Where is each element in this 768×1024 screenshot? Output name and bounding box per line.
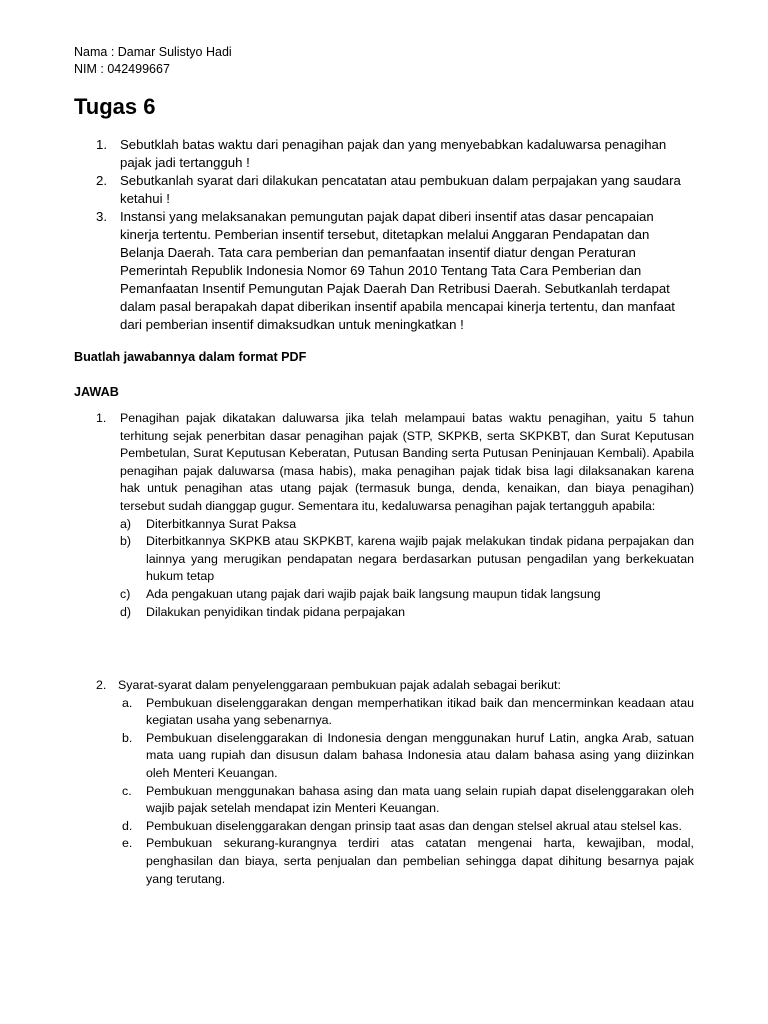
answer-2-item	[122, 818, 694, 836]
item-text: Pembukuan diselenggarakan dengan memperhatikan itikad baik dan mencerminkan keadaan atau kegiatan usaha yang sebenarnya.	[146, 695, 694, 728]
item-letter: b)	[120, 534, 132, 549]
question-item	[74, 208, 696, 334]
answer-1-item	[120, 516, 694, 534]
answer-number: 1.	[96, 411, 107, 425]
answer-2-item	[122, 695, 694, 730]
question-text: Sebutkanlah syarat dari dilakukan pencatatan atau pembukuan dalam perpajakan yang saudara ketahui !	[120, 173, 681, 206]
item-text: Pembukuan sekurang-kurangnya terdiri atas catatan mengenai harta, kewajiban, modal, penghasilan dan biaya, serta penjualan dan pembelian sehingga dapat dihitung besarnya pajak yang terutang.	[146, 836, 694, 886]
page-title: Tugas 6	[74, 94, 156, 119]
answer-text: Penagihan pajak dikatakan daluwarsa jika telah melampaui batas waktu penagihan, yaitu 5 tahun terhitung sejak penerbitan dasar penagihan pajak (STP, SKPKB, serta SKPKBT, dan Surat Keputusan Pembetulan, Surat Keputusan Keberatan, Putusan Banding serta Putusan Peninjauan Kembali). Apabila penagihan pajak daluwarsa (masa habis), maka penagihan pajak tidak bisa lagi dilaksanakan karena hak untuk penagihan atas utang pajak (termasuk bunga, denda, kenaikan, dan biaya penagihan) tersebut sudah dianggap gugur. Sementara itu, kedaluwarsa penagihan pajak tertangguh apabila:	[120, 411, 694, 513]
answer-1-intro	[74, 410, 694, 516]
item-text: Diterbitkannya Surat Paksa	[146, 516, 297, 531]
item-letter: c)	[120, 586, 131, 601]
question-number: 2.	[96, 173, 107, 188]
answer-1	[74, 410, 694, 621]
item-text: Pembukuan diselenggarakan dengan prinsip taat asas dan dengan stelsel akrual atau stelsel kas.	[146, 818, 682, 833]
answer-2-item	[122, 730, 694, 783]
item-letter: e.	[122, 836, 133, 851]
answer-2-intro	[74, 677, 694, 695]
student-name: Nama : Damar Sulistyo Hadi	[74, 45, 232, 59]
question-item	[74, 136, 696, 172]
item-letter: a.	[122, 695, 133, 710]
answer-1-item	[120, 533, 694, 586]
instruction-text: Buatlah jawabannya dalam format PDF	[74, 350, 307, 364]
answer-1-item	[120, 604, 694, 622]
question-item	[74, 172, 696, 208]
item-text: Pembukuan menggunakan bahasa asing dan mata uang selain rupiah dapat diselenggarakan oleh wajib pajak setelah mendapat izin Menteri Keuangan.	[146, 783, 694, 816]
answer-2-item	[122, 783, 694, 818]
item-text: Diterbitkannya SKPKB atau SKPKBT, karena wajib pajak melakukan tindak pidana perpajakan dan lainnya yang merugikan pendapatan negara berdasarkan putusan pengadilan yang berkekuatan hukum tetap	[146, 534, 694, 584]
item-letter: c.	[122, 783, 132, 798]
item-letter: b.	[122, 730, 133, 745]
item-text: Pembukuan diselenggarakan di Indonesia dengan menggunakan huruf Latin, angka Arab, satuan mata uang rupiah dan disusun dalam bahasa Indonesia atau dalam bahasa asing yang diizinkan oleh Menteri Keuangan.	[146, 730, 694, 780]
answer-heading: JAWAB	[74, 385, 119, 399]
question-text: Sebutklah batas waktu dari penagihan pajak dan yang menyebabkan kadaluwarsa penagihan pajak jadi tertangguh !	[120, 137, 667, 170]
item-letter: d)	[120, 604, 132, 619]
answer-text: Syarat-syarat dalam penyelenggaraan pembukuan pajak adalah sebagai berikut:	[118, 678, 561, 692]
question-text: Instansi yang melaksanakan pemungutan pajak dapat diberi insentif atas dasar pencapaian kinerja tertentu. Pemberian insentif tersebut, ditetapkan melalui Anggaran Pendapatan dan Belanja Daerah. Tata cara pemberian dan pemanfaatan insentif diatur dengan Peraturan Pemerintah Republik Indonesia Nomor 69 Tahun 2010 Tentang Tata Cara Pemberian dan Pemanfaatan Insentif Pemungutan Pajak Daerah Dan Retribusi Daerah. Sebutkanlah terdapat dalam pasal berapakah dapat diberikan insentif apabila mencapai kinerja tertentu, dan manfaat dari pemberian insentif dimaksudkan untuk meningkatkan !	[120, 209, 675, 332]
question-list	[74, 136, 696, 334]
question-number: 3.	[96, 209, 107, 224]
answer-number: 2.	[96, 678, 107, 692]
answer-2	[74, 677, 694, 888]
student-nim: NIM : 042499667	[74, 62, 170, 76]
item-letter: a)	[120, 516, 132, 531]
answer-1-item	[120, 586, 694, 604]
item-letter: d.	[122, 818, 133, 833]
item-text: Dilakukan penyidikan tindak pidana perpajakan	[146, 604, 406, 619]
question-number: 1.	[96, 137, 107, 152]
item-text: Ada pengakuan utang pajak dari wajib pajak baik langsung maupun tidak langsung	[146, 586, 601, 601]
answer-2-item	[122, 835, 694, 888]
